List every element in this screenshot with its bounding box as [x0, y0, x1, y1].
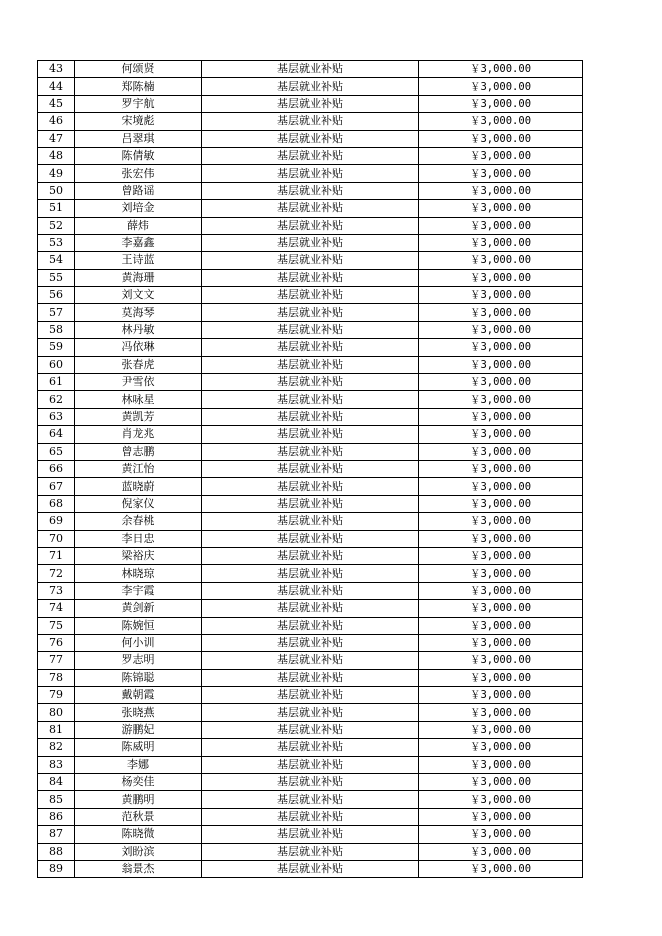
person-name-cell: 何颂贤	[75, 61, 202, 78]
person-name-cell: 陈威明	[75, 739, 202, 756]
amount-cell: ￥3,000.00	[419, 739, 583, 756]
table-row	[38, 860, 583, 877]
table-row	[38, 513, 583, 530]
amount-cell: ￥3,000.00	[419, 408, 583, 425]
amount-cell: ￥3,000.00	[419, 287, 583, 304]
amount-cell: ￥3,000.00	[419, 860, 583, 877]
row-number-cell: 84	[38, 774, 75, 791]
subsidy-type-cell: 基层就业补贴	[202, 130, 419, 147]
person-name-cell: 张春虎	[75, 356, 202, 373]
table-row	[38, 721, 583, 738]
row-number-cell: 73	[38, 582, 75, 599]
table-row	[38, 130, 583, 147]
table-row	[38, 78, 583, 95]
subsidy-type-cell: 基层就业补贴	[202, 356, 419, 373]
amount-cell: ￥3,000.00	[419, 669, 583, 686]
person-name-cell: 黄海珊	[75, 269, 202, 286]
amount-cell: ￥3,000.00	[419, 826, 583, 843]
row-number-cell: 78	[38, 669, 75, 686]
person-name-cell: 王诗蓝	[75, 252, 202, 269]
row-number-cell: 59	[38, 339, 75, 356]
table-row	[38, 391, 583, 408]
table-row	[38, 217, 583, 234]
amount-cell: ￥3,000.00	[419, 634, 583, 651]
table-row	[38, 113, 583, 130]
row-number-cell: 71	[38, 547, 75, 564]
table-row	[38, 269, 583, 286]
person-name-cell: 张宏伟	[75, 165, 202, 182]
table-row	[38, 791, 583, 808]
row-number-cell: 85	[38, 791, 75, 808]
row-number-cell: 89	[38, 860, 75, 877]
person-name-cell: 冯依琳	[75, 339, 202, 356]
row-number-cell: 63	[38, 408, 75, 425]
subsidy-type-cell: 基层就业补贴	[202, 339, 419, 356]
subsidy-type-cell: 基层就业补贴	[202, 478, 419, 495]
amount-cell: ￥3,000.00	[419, 61, 583, 78]
person-name-cell: 李嘉鑫	[75, 234, 202, 251]
row-number-cell: 81	[38, 721, 75, 738]
subsidy-type-cell: 基层就业补贴	[202, 200, 419, 217]
table-row	[38, 61, 583, 78]
amount-cell: ￥3,000.00	[419, 687, 583, 704]
amount-cell: ￥3,000.00	[419, 147, 583, 164]
subsidy-type-cell: 基层就业补贴	[202, 756, 419, 773]
row-number-cell: 74	[38, 600, 75, 617]
table-row	[38, 321, 583, 338]
row-number-cell: 83	[38, 756, 75, 773]
amount-cell: ￥3,000.00	[419, 130, 583, 147]
amount-cell: ￥3,000.00	[419, 617, 583, 634]
row-number-cell: 50	[38, 182, 75, 199]
row-number-cell: 55	[38, 269, 75, 286]
table-row	[38, 182, 583, 199]
row-number-cell: 87	[38, 826, 75, 843]
table-row	[38, 287, 583, 304]
row-number-cell: 51	[38, 200, 75, 217]
table-row	[38, 200, 583, 217]
table-row	[38, 617, 583, 634]
subsidy-type-cell: 基层就业补贴	[202, 321, 419, 338]
person-name-cell: 翁景杰	[75, 860, 202, 877]
person-name-cell: 黄鹏明	[75, 791, 202, 808]
row-number-cell: 62	[38, 391, 75, 408]
table-row	[38, 600, 583, 617]
person-name-cell: 张晓燕	[75, 704, 202, 721]
person-name-cell: 黄凯芳	[75, 408, 202, 425]
person-name-cell: 游鹏妃	[75, 721, 202, 738]
subsidy-type-cell: 基层就业补贴	[202, 443, 419, 460]
row-number-cell: 61	[38, 374, 75, 391]
person-name-cell: 刘培金	[75, 200, 202, 217]
subsidy-type-cell: 基层就业补贴	[202, 774, 419, 791]
subsidy-type-cell: 基层就业补贴	[202, 287, 419, 304]
table-row	[38, 495, 583, 512]
person-name-cell: 蓝晓蔚	[75, 478, 202, 495]
amount-cell: ￥3,000.00	[419, 78, 583, 95]
row-number-cell: 68	[38, 495, 75, 512]
amount-cell: ￥3,000.00	[419, 165, 583, 182]
subsidy-type-cell: 基层就业补贴	[202, 426, 419, 443]
table-row	[38, 687, 583, 704]
table-row	[38, 304, 583, 321]
person-name-cell: 林晓琼	[75, 565, 202, 582]
table-row	[38, 374, 583, 391]
row-number-cell: 80	[38, 704, 75, 721]
row-number-cell: 60	[38, 356, 75, 373]
table-row	[38, 826, 583, 843]
table-row	[38, 669, 583, 686]
table-row	[38, 652, 583, 669]
person-name-cell: 刘文文	[75, 287, 202, 304]
person-name-cell: 林咏星	[75, 391, 202, 408]
amount-cell: ￥3,000.00	[419, 95, 583, 112]
row-number-cell: 77	[38, 652, 75, 669]
person-name-cell: 梁裕庆	[75, 547, 202, 564]
subsidy-type-cell: 基层就业补贴	[202, 78, 419, 95]
table-row	[38, 582, 583, 599]
person-name-cell: 何小训	[75, 634, 202, 651]
table-row	[38, 165, 583, 182]
person-name-cell: 罗志明	[75, 652, 202, 669]
amount-cell: ￥3,000.00	[419, 843, 583, 860]
person-name-cell: 莫海琴	[75, 304, 202, 321]
person-name-cell: 曾路谣	[75, 182, 202, 199]
subsidy-type-cell: 基层就业补贴	[202, 408, 419, 425]
amount-cell: ￥3,000.00	[419, 652, 583, 669]
row-number-cell: 66	[38, 460, 75, 477]
person-name-cell: 余春桃	[75, 513, 202, 530]
subsidy-type-cell: 基层就业补贴	[202, 808, 419, 825]
row-number-cell: 49	[38, 165, 75, 182]
table-row	[38, 443, 583, 460]
subsidy-type-cell: 基层就业补贴	[202, 843, 419, 860]
table-row	[38, 408, 583, 425]
row-number-cell: 56	[38, 287, 75, 304]
row-number-cell: 88	[38, 843, 75, 860]
row-number-cell: 53	[38, 234, 75, 251]
table-row	[38, 634, 583, 651]
amount-cell: ￥3,000.00	[419, 374, 583, 391]
amount-cell: ￥3,000.00	[419, 774, 583, 791]
person-name-cell: 郑陈楠	[75, 78, 202, 95]
subsidy-type-cell: 基层就业补贴	[202, 669, 419, 686]
row-number-cell: 67	[38, 478, 75, 495]
amount-cell: ￥3,000.00	[419, 808, 583, 825]
subsidy-type-cell: 基层就业补贴	[202, 791, 419, 808]
table-row	[38, 808, 583, 825]
amount-cell: ￥3,000.00	[419, 530, 583, 547]
subsidy-type-cell: 基层就业补贴	[202, 652, 419, 669]
subsidy-type-cell: 基层就业补贴	[202, 860, 419, 877]
subsidy-type-cell: 基层就业补贴	[202, 460, 419, 477]
amount-cell: ￥3,000.00	[419, 495, 583, 512]
table-row	[38, 530, 583, 547]
amount-cell: ￥3,000.00	[419, 339, 583, 356]
amount-cell: ￥3,000.00	[419, 391, 583, 408]
person-name-cell: 倪家仪	[75, 495, 202, 512]
subsidy-type-cell: 基层就业补贴	[202, 495, 419, 512]
subsidy-type-cell: 基层就业补贴	[202, 582, 419, 599]
person-name-cell: 薛炜	[75, 217, 202, 234]
row-number-cell: 58	[38, 321, 75, 338]
person-name-cell: 刘盼滨	[75, 843, 202, 860]
subsidy-type-cell: 基层就业补贴	[202, 565, 419, 582]
subsidy-table-body	[38, 61, 583, 878]
person-name-cell: 吕翠琪	[75, 130, 202, 147]
subsidy-type-cell: 基层就业补贴	[202, 530, 419, 547]
person-name-cell: 李宇霞	[75, 582, 202, 599]
subsidy-type-cell: 基层就业补贴	[202, 304, 419, 321]
amount-cell: ￥3,000.00	[419, 460, 583, 477]
table-row	[38, 234, 583, 251]
amount-cell: ￥3,000.00	[419, 321, 583, 338]
person-name-cell: 李娜	[75, 756, 202, 773]
person-name-cell: 范秋景	[75, 808, 202, 825]
person-name-cell: 杨奕佳	[75, 774, 202, 791]
row-number-cell: 75	[38, 617, 75, 634]
person-name-cell: 宋境彪	[75, 113, 202, 130]
amount-cell: ￥3,000.00	[419, 547, 583, 564]
row-number-cell: 76	[38, 634, 75, 651]
subsidy-type-cell: 基层就业补贴	[202, 617, 419, 634]
row-number-cell: 57	[38, 304, 75, 321]
amount-cell: ￥3,000.00	[419, 113, 583, 130]
subsidy-type-cell: 基层就业补贴	[202, 95, 419, 112]
row-number-cell: 72	[38, 565, 75, 582]
row-number-cell: 45	[38, 95, 75, 112]
subsidy-type-cell: 基层就业补贴	[202, 704, 419, 721]
row-number-cell: 47	[38, 130, 75, 147]
subsidy-type-cell: 基层就业补贴	[202, 252, 419, 269]
subsidy-type-cell: 基层就业补贴	[202, 269, 419, 286]
person-name-cell: 尹雪依	[75, 374, 202, 391]
subsidy-type-cell: 基层就业补贴	[202, 721, 419, 738]
row-number-cell: 70	[38, 530, 75, 547]
table-row	[38, 565, 583, 582]
subsidy-type-cell: 基层就业补贴	[202, 165, 419, 182]
subsidy-type-cell: 基层就业补贴	[202, 182, 419, 199]
row-number-cell: 69	[38, 513, 75, 530]
row-number-cell: 82	[38, 739, 75, 756]
amount-cell: ￥3,000.00	[419, 304, 583, 321]
amount-cell: ￥3,000.00	[419, 582, 583, 599]
amount-cell: ￥3,000.00	[419, 200, 583, 217]
amount-cell: ￥3,000.00	[419, 721, 583, 738]
subsidy-type-cell: 基层就业补贴	[202, 600, 419, 617]
table-row	[38, 704, 583, 721]
amount-cell: ￥3,000.00	[419, 252, 583, 269]
row-number-cell: 52	[38, 217, 75, 234]
row-number-cell: 44	[38, 78, 75, 95]
subsidy-type-cell: 基层就业补贴	[202, 374, 419, 391]
amount-cell: ￥3,000.00	[419, 217, 583, 234]
amount-cell: ￥3,000.00	[419, 600, 583, 617]
person-name-cell: 戴朝霞	[75, 687, 202, 704]
amount-cell: ￥3,000.00	[419, 426, 583, 443]
person-name-cell: 肖龙兆	[75, 426, 202, 443]
amount-cell: ￥3,000.00	[419, 234, 583, 251]
table-row	[38, 756, 583, 773]
amount-cell: ￥3,000.00	[419, 756, 583, 773]
person-name-cell: 黄江怡	[75, 460, 202, 477]
table-row	[38, 547, 583, 564]
subsidy-type-cell: 基层就业补贴	[202, 61, 419, 78]
amount-cell: ￥3,000.00	[419, 704, 583, 721]
row-number-cell: 48	[38, 147, 75, 164]
subsidy-table	[37, 60, 583, 878]
subsidy-type-cell: 基层就业补贴	[202, 826, 419, 843]
row-number-cell: 54	[38, 252, 75, 269]
person-name-cell: 曾志鹏	[75, 443, 202, 460]
subsidy-type-cell: 基层就业补贴	[202, 513, 419, 530]
person-name-cell: 陈婉恒	[75, 617, 202, 634]
amount-cell: ￥3,000.00	[419, 269, 583, 286]
subsidy-type-cell: 基层就业补贴	[202, 217, 419, 234]
table-row	[38, 843, 583, 860]
table-row	[38, 147, 583, 164]
amount-cell: ￥3,000.00	[419, 356, 583, 373]
person-name-cell: 林丹敏	[75, 321, 202, 338]
amount-cell: ￥3,000.00	[419, 565, 583, 582]
row-number-cell: 86	[38, 808, 75, 825]
table-row	[38, 95, 583, 112]
subsidy-type-cell: 基层就业补贴	[202, 113, 419, 130]
table-row	[38, 739, 583, 756]
subsidy-type-cell: 基层就业补贴	[202, 391, 419, 408]
subsidy-type-cell: 基层就业补贴	[202, 547, 419, 564]
person-name-cell: 陈晓微	[75, 826, 202, 843]
amount-cell: ￥3,000.00	[419, 478, 583, 495]
subsidy-type-cell: 基层就业补贴	[202, 147, 419, 164]
row-number-cell: 79	[38, 687, 75, 704]
subsidy-type-cell: 基层就业补贴	[202, 634, 419, 651]
row-number-cell: 65	[38, 443, 75, 460]
table-row	[38, 426, 583, 443]
amount-cell: ￥3,000.00	[419, 513, 583, 530]
table-row	[38, 478, 583, 495]
subsidy-type-cell: 基层就业补贴	[202, 234, 419, 251]
person-name-cell: 陈锦聪	[75, 669, 202, 686]
subsidy-type-cell: 基层就业补贴	[202, 687, 419, 704]
person-name-cell: 陈倩敏	[75, 147, 202, 164]
subsidy-type-cell: 基层就业补贴	[202, 739, 419, 756]
row-number-cell: 43	[38, 61, 75, 78]
table-row	[38, 356, 583, 373]
amount-cell: ￥3,000.00	[419, 443, 583, 460]
person-name-cell: 黄剑新	[75, 600, 202, 617]
amount-cell: ￥3,000.00	[419, 182, 583, 199]
table-row	[38, 252, 583, 269]
table-row	[38, 339, 583, 356]
table-row	[38, 774, 583, 791]
person-name-cell: 李日忠	[75, 530, 202, 547]
table-row	[38, 460, 583, 477]
row-number-cell: 64	[38, 426, 75, 443]
row-number-cell: 46	[38, 113, 75, 130]
person-name-cell: 罗宇航	[75, 95, 202, 112]
amount-cell: ￥3,000.00	[419, 791, 583, 808]
